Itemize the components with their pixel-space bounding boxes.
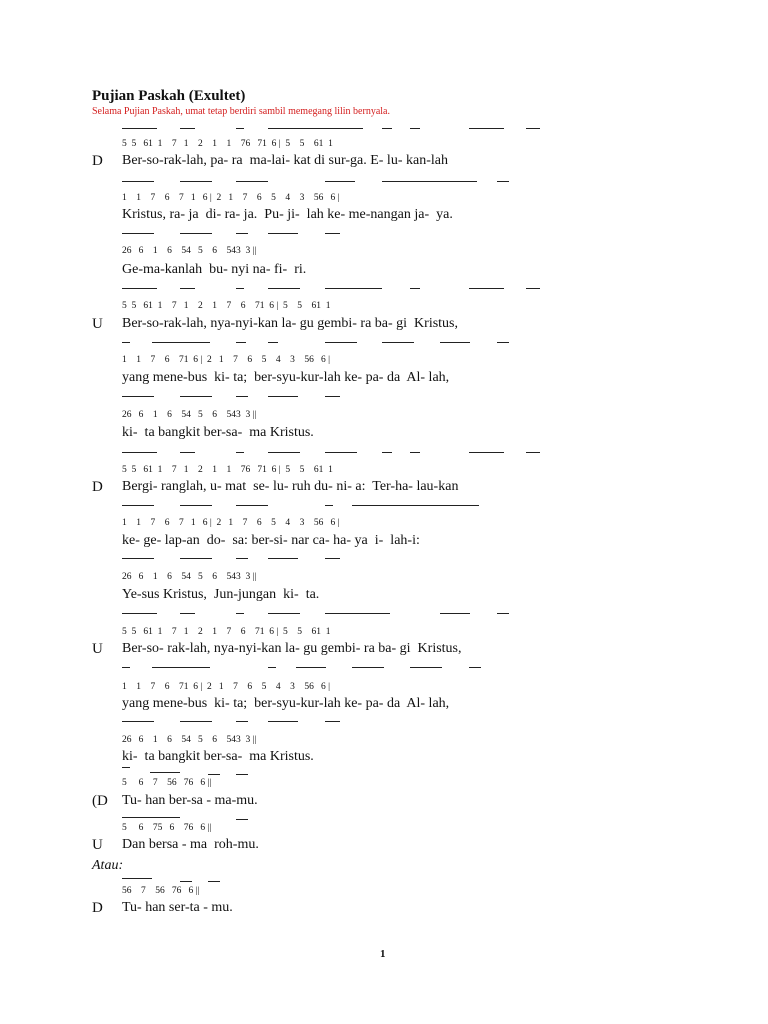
lyric-line: Kristus, ra- ja di- ra- ja. Pu- ji- lah ke- me-nangan ja- ya. bbox=[122, 207, 453, 222]
rule bbox=[122, 505, 154, 506]
rule bbox=[268, 667, 276, 668]
rule bbox=[325, 613, 390, 614]
rule bbox=[122, 667, 130, 668]
rule bbox=[268, 396, 298, 397]
rule bbox=[497, 181, 509, 182]
rule bbox=[526, 128, 540, 129]
lyric-line: Ge-ma-kanlah bu- nyi na- fi- ri. bbox=[122, 262, 307, 277]
rule bbox=[325, 288, 382, 289]
number-notation: 1 1 7 6 7 1 6 | 2 1 7 6 5 4 3 56 6 | bbox=[122, 518, 340, 528]
rule bbox=[268, 233, 298, 234]
rule bbox=[325, 558, 340, 559]
number-notation: 26 6 1 6 54 5 6 543 3 || bbox=[122, 246, 257, 256]
rule bbox=[268, 721, 298, 722]
voice-label: U bbox=[92, 316, 103, 332]
rule bbox=[122, 558, 154, 559]
rule bbox=[236, 396, 248, 397]
voice-label: U bbox=[92, 641, 103, 657]
voice-label: D bbox=[92, 153, 103, 169]
rule bbox=[122, 452, 157, 453]
voice-label: D bbox=[92, 479, 103, 495]
rule bbox=[440, 613, 470, 614]
rule bbox=[325, 233, 340, 234]
rule bbox=[236, 128, 244, 129]
rule bbox=[410, 667, 442, 668]
rule bbox=[122, 396, 154, 397]
rule bbox=[180, 233, 212, 234]
rule bbox=[180, 613, 195, 614]
rule bbox=[526, 452, 540, 453]
rule bbox=[180, 881, 192, 882]
rule bbox=[352, 667, 384, 668]
rule bbox=[208, 881, 220, 882]
rule bbox=[122, 721, 154, 722]
rule bbox=[122, 128, 157, 129]
rule bbox=[382, 181, 477, 182]
number-notation: 26 6 1 6 54 5 6 543 3 || bbox=[122, 410, 257, 420]
rule bbox=[268, 342, 278, 343]
rule bbox=[122, 767, 130, 768]
voice-label: D bbox=[92, 900, 103, 916]
page-number: 1 bbox=[380, 948, 386, 960]
rule bbox=[469, 128, 504, 129]
rule bbox=[325, 452, 357, 453]
rule bbox=[526, 288, 540, 289]
rule bbox=[180, 396, 212, 397]
rule bbox=[268, 288, 300, 289]
number-notation: 1 1 7 6 71 6 | 2 1 7 6 5 4 3 56 6 | bbox=[122, 355, 331, 365]
rule bbox=[236, 774, 248, 775]
rule bbox=[150, 772, 180, 773]
rule bbox=[180, 128, 195, 129]
rule bbox=[236, 613, 244, 614]
rule bbox=[236, 288, 244, 289]
rule bbox=[236, 452, 244, 453]
rule bbox=[410, 288, 420, 289]
rule bbox=[382, 128, 392, 129]
rule bbox=[236, 342, 246, 343]
lyric-line: Tu- han ser-ta - mu. bbox=[122, 900, 233, 915]
rule bbox=[236, 181, 268, 182]
lyric-line: ke- ge- lap-an do- sa: ber-si- nar ca- ha- ya i- lah-i: bbox=[122, 533, 420, 548]
rule bbox=[180, 558, 212, 559]
page-title: Pujian Paskah (Exultet) bbox=[92, 88, 246, 104]
lyric-line: Ber-so-rak-lah, nya-nyi-kan la- gu gembi- ra ba- gi Kristus, bbox=[122, 316, 458, 331]
rule bbox=[325, 181, 355, 182]
number-notation: 5 5 61 1 7 1 2 1 1 76 71 6 | 5 5 61 1 bbox=[122, 465, 333, 475]
rule bbox=[268, 128, 363, 129]
rule bbox=[122, 233, 154, 234]
lyric-line: ki- ta bangkit ber-sa- ma Kristus. bbox=[122, 425, 314, 440]
rule bbox=[268, 613, 300, 614]
voice-label: (D bbox=[92, 793, 108, 809]
number-notation: 26 6 1 6 54 5 6 543 3 || bbox=[122, 735, 257, 745]
rule bbox=[236, 819, 248, 820]
number-notation: 1 1 7 6 71 6 | 2 1 7 6 5 4 3 56 6 | bbox=[122, 682, 331, 692]
rule bbox=[497, 613, 509, 614]
rule bbox=[497, 342, 509, 343]
rule bbox=[180, 721, 212, 722]
rule bbox=[180, 288, 195, 289]
voice-label: U bbox=[92, 837, 103, 853]
number-notation: 5 5 61 1 7 1 2 1 1 76 71 6 | 5 5 61 1 bbox=[122, 139, 333, 149]
lyric-line: yang mene-bus ki- ta; ber-syu-kur-lah ke- pa- da Al- lah, bbox=[122, 370, 450, 385]
rule bbox=[152, 667, 210, 668]
rule bbox=[236, 721, 248, 722]
rule bbox=[410, 452, 420, 453]
rule bbox=[296, 667, 326, 668]
rule bbox=[180, 181, 212, 182]
rule bbox=[268, 558, 298, 559]
lyric-line: Ber-so- rak-lah, nya-nyi-kan la- gu gembi- ra ba- gi Kristus, bbox=[122, 641, 462, 656]
instruction-note: Selama Pujian Paskah, umat tetap berdiri sambil memegang lilin bernyala. bbox=[92, 106, 390, 117]
lyric-line: Dan bersa - ma roh-mu. bbox=[122, 837, 259, 852]
lyric-line: Ber-so-rak-lah, pa- ra ma-lai- kat di sur-ga. E- lu- kan-lah bbox=[122, 153, 448, 168]
rule bbox=[469, 288, 504, 289]
rule bbox=[122, 181, 154, 182]
number-notation: 1 1 7 6 7 1 6 | 2 1 7 6 5 4 3 56 6 | bbox=[122, 193, 340, 203]
rule bbox=[180, 452, 195, 453]
lyric-line: Ye-sus Kristus, Jun-jungan ki- ta. bbox=[122, 587, 320, 602]
alternative-label: Atau: bbox=[92, 858, 124, 873]
rule bbox=[325, 396, 340, 397]
number-notation: 5 5 61 1 7 1 2 1 7 6 71 6 | 5 5 61 1 bbox=[122, 301, 331, 311]
lyric-line: Bergi- ranglah, u- mat se- lu- ruh du- ni- a: Ter-ha- lau-kan bbox=[122, 479, 459, 494]
rule bbox=[236, 505, 268, 506]
rule bbox=[122, 878, 152, 879]
rule bbox=[152, 342, 210, 343]
rule bbox=[180, 505, 212, 506]
lyric-line: ki- ta bangkit ber-sa- ma Kristus. bbox=[122, 749, 314, 764]
rule bbox=[469, 452, 504, 453]
number-notation: 5 6 7 56 76 6 || bbox=[122, 778, 212, 788]
rule bbox=[382, 452, 392, 453]
number-notation: 5 6 75 6 76 6 || bbox=[122, 823, 212, 833]
rule bbox=[268, 452, 300, 453]
lyric-line: Tu- han ber-sa - ma-mu. bbox=[122, 793, 258, 808]
rule bbox=[122, 288, 157, 289]
number-notation: 5 5 61 1 7 1 2 1 7 6 71 6 | 5 5 61 1 bbox=[122, 627, 331, 637]
rule bbox=[208, 774, 220, 775]
rule bbox=[410, 128, 420, 129]
rule bbox=[122, 817, 180, 818]
rule bbox=[325, 721, 340, 722]
rule bbox=[325, 342, 357, 343]
rule bbox=[236, 558, 248, 559]
number-notation: 56 7 56 76 6 || bbox=[122, 886, 200, 896]
rule bbox=[440, 342, 470, 343]
rule bbox=[122, 613, 157, 614]
number-notation: 26 6 1 6 54 5 6 543 3 || bbox=[122, 572, 257, 582]
rule bbox=[352, 505, 479, 506]
rule bbox=[469, 667, 481, 668]
rule bbox=[325, 505, 333, 506]
lyric-line: yang mene-bus ki- ta; ber-syu-kur-lah ke- pa- da Al- lah, bbox=[122, 696, 450, 711]
rule bbox=[236, 233, 248, 234]
rule bbox=[382, 342, 414, 343]
rule bbox=[122, 342, 130, 343]
